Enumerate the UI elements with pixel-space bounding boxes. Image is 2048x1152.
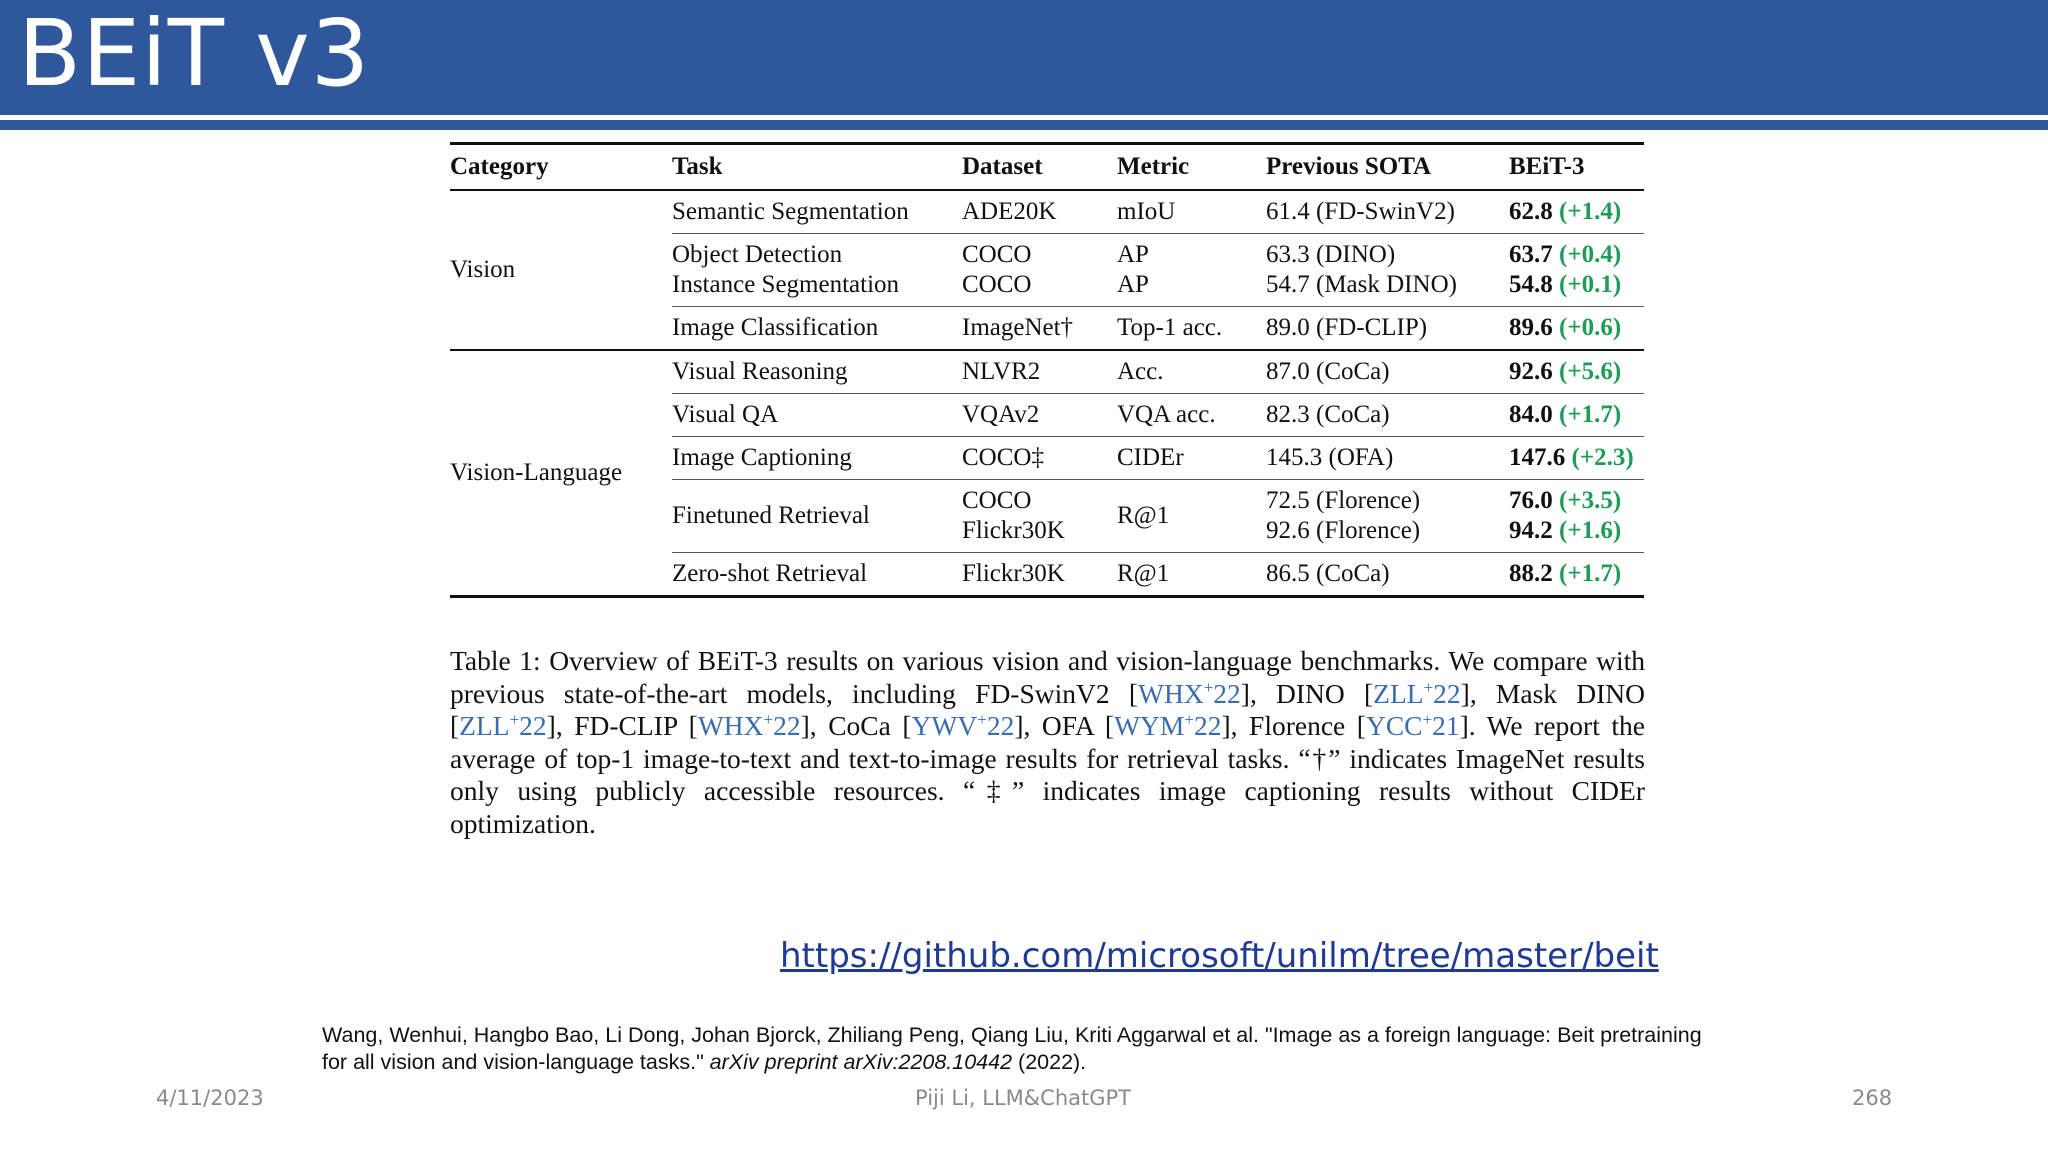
dataset-cell-line: ADE20K bbox=[962, 198, 1057, 225]
task-cell-line: Image Classification bbox=[672, 314, 879, 341]
dataset-cell bbox=[962, 307, 1117, 351]
sota-cell bbox=[1266, 307, 1509, 351]
beit3-cell-value: 88.2 (+1.7) bbox=[1509, 560, 1622, 587]
sota-cell-line: 87.0 (CoCa) bbox=[1266, 358, 1390, 385]
metric-cell bbox=[1117, 553, 1266, 597]
beit3-cell-value: 89.6 (+0.6) bbox=[1509, 314, 1622, 341]
dataset-cell-line: COCO bbox=[962, 241, 1032, 268]
beit3-cell bbox=[1509, 350, 1644, 394]
table-row bbox=[450, 190, 1644, 234]
metric-cell bbox=[1117, 437, 1266, 480]
dataset-cell-line: Flickr30K bbox=[962, 560, 1065, 587]
metric-cell-line: Top-1 acc. bbox=[1117, 314, 1223, 341]
table-header-row bbox=[450, 144, 1644, 191]
slide-title: BEiT v3 bbox=[18, 0, 371, 107]
task-cell bbox=[672, 480, 962, 553]
dataset-cell bbox=[962, 394, 1117, 437]
metric-cell bbox=[1117, 350, 1266, 394]
metric-cell-line: R@1 bbox=[1117, 560, 1170, 587]
metric-cell bbox=[1117, 234, 1266, 307]
page-number: 268 bbox=[1852, 1086, 1893, 1110]
metric-cell-line: AP bbox=[1117, 241, 1149, 268]
title-bar bbox=[0, 0, 2048, 115]
metric-cell bbox=[1117, 190, 1266, 234]
task-cell-line: Instance Segmentation bbox=[672, 271, 900, 298]
beit3-cell bbox=[1509, 553, 1644, 597]
sota-cell bbox=[1266, 553, 1509, 597]
task-cell bbox=[672, 190, 962, 234]
task-cell-line: Image Captioning bbox=[672, 444, 852, 471]
sota-cell-line: 86.5 (CoCa) bbox=[1266, 560, 1390, 587]
paper-reference bbox=[322, 1022, 1722, 1076]
sota-cell bbox=[1266, 480, 1509, 553]
citation-link[interactable]: WYM+22 bbox=[1114, 710, 1222, 741]
dataset-cell-line: VQAv2 bbox=[962, 401, 1040, 428]
task-cell-line: Visual Reasoning bbox=[672, 358, 848, 385]
sota-cell-line: 89.0 (FD-CLIP) bbox=[1266, 314, 1428, 341]
beit3-cell bbox=[1509, 394, 1644, 437]
dataset-cell bbox=[962, 553, 1117, 597]
results-table bbox=[450, 142, 1644, 598]
metric-cell-line: R@1 bbox=[1117, 502, 1170, 529]
metric-cell bbox=[1117, 307, 1266, 351]
footer-date: 4/11/2023 bbox=[156, 1086, 264, 1110]
citation-link[interactable]: YWV+22 bbox=[911, 710, 1015, 741]
sota-cell bbox=[1266, 437, 1509, 480]
dataset-cell-line: COCO‡ bbox=[962, 444, 1044, 471]
header-category: Category bbox=[450, 144, 672, 191]
task-cell-line: Object Detection bbox=[672, 241, 843, 268]
reference-venue: arXiv preprint arXiv:2208.10442 bbox=[709, 1050, 1013, 1074]
sota-cell-line: 72.5 (Florence) bbox=[1266, 487, 1421, 514]
beit3-cell bbox=[1509, 190, 1644, 234]
reference-year: (2022). bbox=[1012, 1050, 1087, 1074]
dataset-cell-line: NLVR2 bbox=[962, 358, 1041, 385]
sota-cell bbox=[1266, 350, 1509, 394]
beit3-cell bbox=[1509, 480, 1644, 553]
dataset-cell bbox=[962, 234, 1117, 307]
beit3-cell bbox=[1509, 234, 1644, 307]
caption-text: ], FD-CLIP [ bbox=[546, 710, 698, 741]
caption-text: ], OFA [ bbox=[1014, 710, 1115, 741]
metric-cell-line: CIDEr bbox=[1117, 444, 1184, 471]
sota-cell-line: 145.3 (OFA) bbox=[1266, 444, 1394, 471]
header-beit3: BEiT-3 bbox=[1509, 144, 1644, 191]
sota-cell bbox=[1266, 234, 1509, 307]
citation-link[interactable]: ZLL+22 bbox=[459, 710, 547, 741]
sota-cell bbox=[1266, 394, 1509, 437]
header-dataset: Dataset bbox=[962, 144, 1117, 191]
metric-cell-line: mIoU bbox=[1117, 198, 1176, 225]
caption-text: ], CoCa [ bbox=[800, 710, 912, 741]
task-cell-line: Semantic Segmentation bbox=[672, 198, 909, 225]
sota-cell-line: 82.3 (CoCa) bbox=[1266, 401, 1390, 428]
metric-cell-line: AP bbox=[1117, 271, 1149, 298]
caption-text: ], DINO [ bbox=[1240, 677, 1374, 709]
sota-cell-line: 92.6 (Florence) bbox=[1266, 517, 1421, 544]
beit3-cell bbox=[1509, 437, 1644, 480]
dataset-cell-line: Flickr30K bbox=[962, 517, 1065, 544]
task-cell bbox=[672, 553, 962, 597]
beit3-cell-value: 92.6 (+5.6) bbox=[1509, 358, 1622, 385]
beit3-cell bbox=[1509, 307, 1644, 351]
table-row bbox=[450, 350, 1644, 394]
task-cell bbox=[672, 234, 962, 307]
task-cell-line: Visual QA bbox=[672, 401, 779, 428]
dataset-cell bbox=[962, 190, 1117, 234]
metric-cell-line: Acc. bbox=[1117, 358, 1164, 385]
task-cell bbox=[672, 307, 962, 351]
task-cell bbox=[672, 394, 962, 437]
citation-link[interactable]: WHX+22 bbox=[1138, 677, 1241, 709]
header-rule bbox=[0, 120, 2048, 130]
header-task: Task bbox=[672, 144, 962, 191]
caption-text: Table 1: Overview of BEiT-3 results on various vision and vision-language benchmarks. We compare with previous state-of-the-art models, including FD-SwinV2 [ bbox=[450, 645, 1645, 709]
beit3-cell-value: 62.8 (+1.4) bbox=[1509, 198, 1622, 225]
citation-link[interactable]: YCC+21 bbox=[1365, 710, 1460, 741]
dataset-cell-line: COCO bbox=[962, 271, 1032, 298]
header-previous-sota: Previous SOTA bbox=[1266, 144, 1509, 191]
category-cell: Vision bbox=[450, 190, 672, 350]
footer-author: Piji Li, LLM&ChatGPT bbox=[915, 1086, 1131, 1110]
reference-authors-title: Wang, Wenhui, Hangbo Bao, Li Dong, Johan Bjorck, Zhiliang Peng, Qiang Liu, Kriti Aggarwal et al. "Image as a foreign language: Beit pretraining for all vision and vision-language tasks." bbox=[322, 1023, 1702, 1074]
github-link[interactable]: https://github.com/microsoft/unilm/tree/master/beit bbox=[780, 936, 1659, 976]
metric-cell-line: VQA acc. bbox=[1117, 401, 1216, 428]
citation-link[interactable]: ZLL+22 bbox=[1373, 677, 1461, 709]
header-metric: Metric bbox=[1117, 144, 1266, 191]
task-cell-line: Zero-shot Retrieval bbox=[672, 560, 868, 587]
beit3-cell-value: 63.7 (+0.4) bbox=[1509, 241, 1622, 268]
dataset-cell bbox=[962, 437, 1117, 480]
task-cell bbox=[672, 437, 962, 480]
task-cell bbox=[672, 350, 962, 394]
table-caption bbox=[450, 645, 1645, 840]
caption-text: ]. We report the average of top-1 image-to-text and text-to-image results for retrieval tasks. “†” indicates ImageNet results only using publicly accessible resources. “‡” indicates image captioning results without CIDEr optimization. bbox=[450, 710, 1645, 839]
sota-cell-line: 61.4 (FD-SwinV2) bbox=[1266, 198, 1455, 225]
dataset-cell bbox=[962, 350, 1117, 394]
sota-cell bbox=[1266, 190, 1509, 234]
table-body bbox=[450, 190, 1644, 597]
metric-cell bbox=[1117, 480, 1266, 553]
beit3-cell-value: 84.0 (+1.7) bbox=[1509, 401, 1622, 428]
beit3-cell-value: 54.8 (+0.1) bbox=[1509, 271, 1622, 298]
dataset-cell-line: COCO bbox=[962, 487, 1032, 514]
dataset-cell bbox=[962, 480, 1117, 553]
caption-text: ], Mask DINO [ bbox=[450, 677, 1645, 741]
beit3-cell-value: 147.6 (+2.3) bbox=[1509, 444, 1634, 471]
category-cell: Vision-Language bbox=[450, 350, 672, 597]
caption-text: ], Florence [ bbox=[1221, 710, 1366, 741]
beit3-cell-value: 76.0 (+3.5) bbox=[1509, 487, 1622, 514]
metric-cell bbox=[1117, 394, 1266, 437]
beit3-cell-value: 94.2 (+1.6) bbox=[1509, 517, 1622, 544]
sota-cell-line: 63.3 (DINO) bbox=[1266, 241, 1396, 268]
task-cell-line: Finetuned Retrieval bbox=[672, 502, 870, 529]
dataset-cell-line: ImageNet† bbox=[962, 314, 1074, 341]
sota-cell-line: 54.7 (Mask DINO) bbox=[1266, 271, 1457, 298]
citation-link[interactable]: WHX+22 bbox=[697, 710, 801, 741]
